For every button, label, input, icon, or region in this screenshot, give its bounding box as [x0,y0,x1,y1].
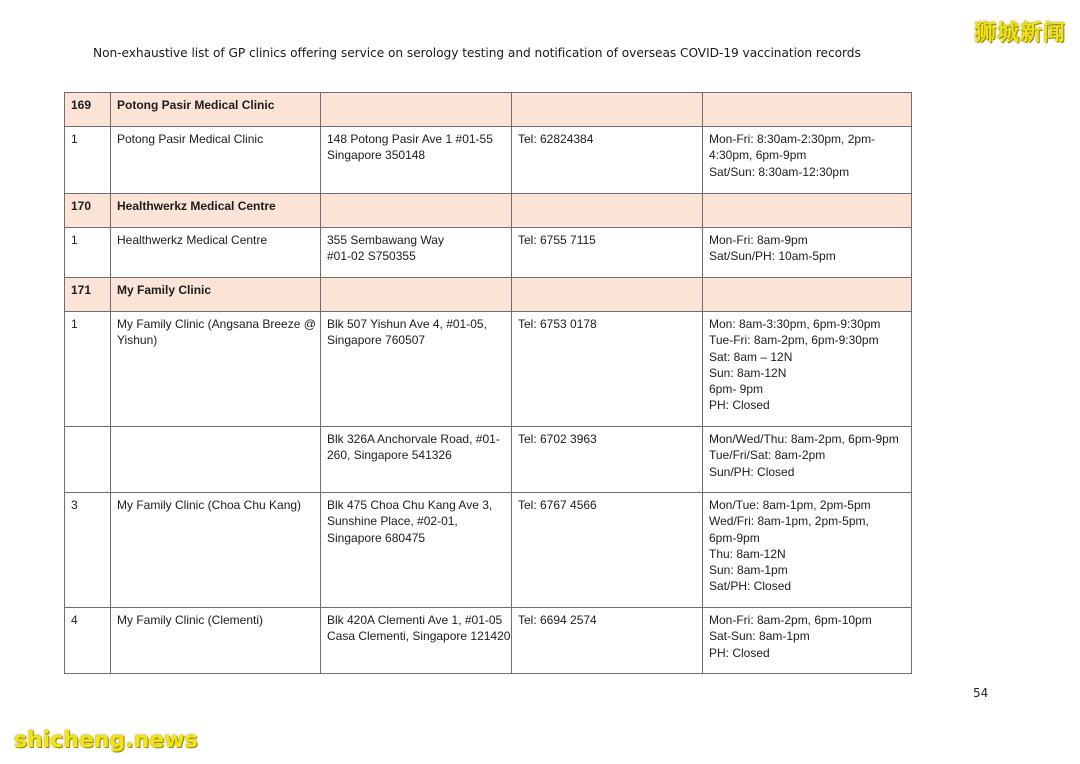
address-line: Singapore 350148 [327,148,426,163]
group-number: 171 [65,278,111,312]
address-line: 260, Singapore 541326 [327,448,452,463]
address-line: Sunshine Place, #02-01, [327,514,458,529]
address-line: Singapore 760507 [327,333,426,348]
opening-hours [703,493,912,608]
hours-line: Sat/Sun: 8:30am-12:30pm [709,164,850,179]
clinic-tel: Tel: 6694 2574 [512,608,703,674]
empty-cell [321,194,512,228]
empty-cell [512,194,703,228]
empty-cell [321,278,512,312]
table-row [65,608,912,674]
group-name: Healthwerkz Medical Centre [111,194,321,228]
empty-cell [512,93,703,127]
clinic-name-line: Potong Pasir Medical Clinic [117,132,264,146]
address-line: 355 Sembawang Way [327,233,444,247]
clinic-name [111,608,321,674]
hours-line: Sat: 8am – 12N [709,349,793,364]
clinic-name [111,312,321,427]
table-row [65,127,912,194]
clinic-tel: Tel: 6755 7115 [512,228,703,278]
clinic-address [321,312,512,427]
watermark-site: shicheng.news [14,728,198,753]
hours-line: 6pm- 9pm [709,382,764,397]
hours-line: Mon-Fri: 8:30am-2:30pm, 2pm- [709,132,876,146]
table-row [65,493,912,608]
watermark-chinese: 狮城新闻 [973,21,1066,46]
clinic-name-line: My Family Clinic (Clementi) [117,613,264,627]
clinic-address [321,608,512,674]
hours-line: Sat/PH: Closed [709,579,792,594]
row-index [65,427,111,493]
address-line: Singapore 680475 [327,530,426,545]
hours-line: 6pm-9pm [709,530,760,545]
clinic-name-line: My Family Clinic (Choa Chu Kang) [117,498,302,512]
hours-line: Mon/Tue: 8am-1pm, 2pm-5pm [709,498,871,512]
row-index: 1 [65,127,111,194]
opening-hours [703,127,912,194]
row-index: 4 [65,608,111,674]
hours-line: Tue/Fri/Sat: 8am-2pm [709,448,826,463]
group-name: My Family Clinic [111,278,321,312]
hours-line: Mon-Fri: 8am-2pm, 6pm-10pm [709,613,872,627]
hours-line: Tue-Fri: 8am-2pm, 6pm-9:30pm [709,333,879,348]
group-number: 170 [65,194,111,228]
hours-line: PH: Closed [709,645,770,660]
row-index: 3 [65,493,111,608]
hours-line: Sat-Sun: 8am-1pm [709,629,810,644]
opening-hours [703,608,912,674]
address-line: #01-02 S750355 [327,249,416,264]
hours-line: 4:30pm, 6pm-9pm [709,148,807,163]
empty-cell [321,93,512,127]
clinic-address [321,427,512,493]
opening-hours [703,427,912,493]
hours-line: PH: Closed [709,398,770,413]
empty-cell [703,194,912,228]
clinic-name [111,493,321,608]
clinic-tel: Tel: 6753 0178 [512,312,703,427]
clinic-tel: Tel: 6767 4566 [512,493,703,608]
address-line: Blk 326A Anchorvale Road, #01- [327,432,500,446]
address-line: Blk 507 Yishun Ave 4, #01-05, [327,317,487,331]
clinic-name-line: Yishun) [117,333,158,348]
clinic-tel: Tel: 6702 3963 [512,427,703,493]
address-line: Blk 475 Choa Chu Kang Ave 3, [327,498,493,512]
empty-cell [703,278,912,312]
table-row [65,312,912,427]
group-name: Potong Pasir Medical Clinic [111,93,321,127]
clinic-name [111,228,321,278]
address-line: 148 Potong Pasir Ave 1 #01-55 [327,132,493,146]
row-index: 1 [65,312,111,427]
clinic-address [321,493,512,608]
group-header-row [65,278,912,312]
address-line: Blk 420A Clementi Ave 1, #01-05 [327,613,503,627]
clinic-address [321,127,512,194]
table-row [65,427,912,493]
hours-line: Mon: 8am-3:30pm, 6pm-9:30pm [709,317,881,331]
opening-hours [703,312,912,427]
table-row [65,228,912,278]
clinic-address [321,228,512,278]
hours-line: Thu: 8am-12N [709,546,786,561]
clinic-table [64,92,912,674]
clinic-name-line: Healthwerkz Medical Centre [117,233,268,247]
address-line: Casa Clementi, Singapore 121420 [327,629,511,644]
hours-line: Sun: 8am-12N [709,365,787,380]
hours-line: Sat/Sun/PH: 10am-5pm [709,249,836,264]
hours-line: Wed/Fri: 8am-1pm, 2pm-5pm, [709,514,869,529]
clinic-tel: Tel: 62824384 [512,127,703,194]
hours-line: Sun: 8am-1pm [709,563,788,578]
clinic-name-line: My Family Clinic (Angsana Breeze @ [117,317,316,331]
page-title: Non-exhaustive list of GP clinics offering service on serology testing and notification of overseas COVID-19 vaccination records [93,46,861,60]
page-number: 54 [973,686,989,700]
group-number: 169 [65,93,111,127]
clinic-name [111,127,321,194]
hours-line: Sun/PH: Closed [709,464,795,479]
row-index: 1 [65,228,111,278]
clinic-name [111,427,321,493]
group-header-row [65,93,912,127]
group-header-row [65,194,912,228]
empty-cell [703,93,912,127]
hours-line: Mon-Fri: 8am-9pm [709,233,808,247]
hours-line: Mon/Wed/Thu: 8am-2pm, 6pm-9pm [709,432,899,446]
opening-hours [703,228,912,278]
empty-cell [512,278,703,312]
